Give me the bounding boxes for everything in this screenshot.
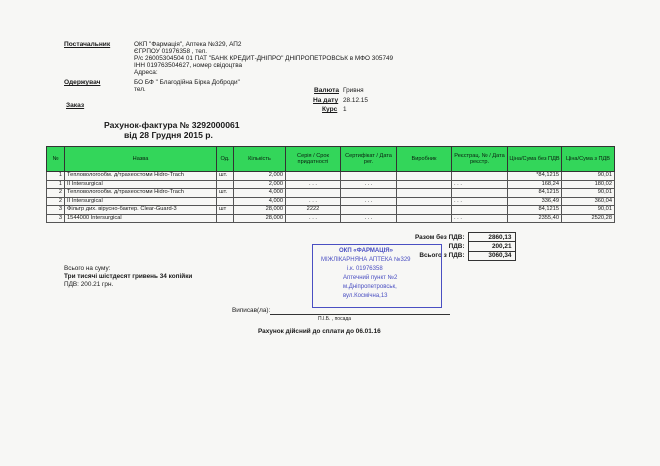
- date-value: 28.12.15: [343, 97, 368, 104]
- order-label: Заказ: [66, 102, 85, 109]
- table-row: [47, 189, 615, 198]
- table-row: [47, 197, 615, 206]
- cell-num: 3: [47, 214, 65, 223]
- totals-row: [412, 233, 515, 242]
- cell-maker: [397, 189, 452, 198]
- total-vat-value: 200,21: [468, 242, 515, 251]
- recipient-label: Одержувач: [64, 79, 101, 86]
- total-with-vat-value: 3060,34: [468, 251, 515, 260]
- col-header-series: Серія / Срок придатності: [286, 147, 341, 172]
- cell-price: 336,49: [508, 197, 562, 206]
- total-no-vat-value: 2860,13: [468, 233, 515, 242]
- summary-words: Три тисячі шістдесят гривень 34 копійки: [64, 273, 193, 280]
- cell-maker: [397, 180, 452, 189]
- cell-price: 2355,40: [508, 214, 562, 223]
- cell-num: 1: [47, 180, 65, 189]
- supplier-line: ІНН 019763504627, номер свідоцтва: [134, 62, 243, 69]
- cell-num: 1: [47, 172, 65, 181]
- cell-price-vat: 180,02: [562, 180, 615, 189]
- stamp-line: ОКП «ФАРМАЦІЯ»: [339, 248, 393, 254]
- cell-num: 2: [47, 189, 65, 198]
- cell-num: 2: [47, 197, 65, 206]
- cell-series: [286, 189, 341, 198]
- cell-unit: [217, 197, 234, 206]
- supplier-label: Постачальник: [64, 41, 111, 48]
- col-header-name: Назва: [65, 147, 217, 172]
- cell-price-vat: 90,01: [562, 172, 615, 181]
- summary-label: Всього на суму:: [64, 265, 111, 272]
- recipient-line: тел.: [134, 86, 146, 93]
- cell-cert: [341, 189, 397, 198]
- total-with-vat-label: Всього з ПДВ:: [419, 252, 465, 260]
- cell-unit: шт: [217, 206, 234, 215]
- cell-name: 1544000 Intersurgical: [65, 214, 217, 223]
- col-header-reg: Реєстрац. № / Дата реєстр.: [452, 147, 508, 172]
- supplier-line: Адреса:: [134, 69, 158, 76]
- table-header-row: [47, 147, 615, 172]
- cell-cert: [341, 172, 397, 181]
- stamp-line: МІЖЛІКАРНЯНА АПТЕКА №329: [321, 257, 411, 263]
- col-header-unit: Од.: [217, 147, 234, 172]
- cell-cert: . . .: [341, 197, 397, 206]
- recipient-line: БО БФ " Благодійна Бірка Доброди": [134, 79, 240, 86]
- signature-label: Виписав(ла):: [232, 307, 271, 314]
- cell-maker: [397, 214, 452, 223]
- cell-price-vat: 90,01: [562, 189, 615, 198]
- cell-reg: . . .: [452, 197, 508, 206]
- table-row: [47, 206, 615, 215]
- table-row: [47, 172, 615, 181]
- total-no-vat-label: Разом без ПДВ:: [415, 233, 465, 241]
- cell-series: [286, 172, 341, 181]
- table-row: [47, 214, 615, 223]
- cell-maker: [397, 197, 452, 206]
- stamp-line: Аптечний пункт №2: [343, 275, 398, 281]
- invoice-date: від 28 Грудня 2015 р.: [124, 130, 213, 140]
- col-header-num: №: [47, 147, 65, 172]
- cell-maker: [397, 206, 452, 215]
- supplier-line: ОКП "Фармація", Аптека №329, АП2: [134, 41, 242, 48]
- cell-cert: [341, 206, 397, 215]
- table-row: [47, 180, 615, 189]
- col-header-price: Ціна/Сума без ПДВ: [508, 147, 562, 172]
- total-vat-label: ПДВ:: [448, 243, 465, 251]
- cell-num: 3: [47, 206, 65, 215]
- stamp-line: вул.Космічна,13: [343, 293, 388, 299]
- cell-cert: . . .: [341, 214, 397, 223]
- cell-cert: . . .: [341, 180, 397, 189]
- pharmacy-stamp: [312, 244, 442, 308]
- cell-qty: 28,000: [234, 214, 286, 223]
- rate-value: 1: [343, 106, 347, 113]
- supplier-line: Р/с 26005304504 01 ПАТ "БАНК КРЕДИТ-ДНІПРО" ДНІПРОПЕТРОВСЬК в МФО 305749: [134, 55, 394, 62]
- stamp-line: м.Дніпропетровськ,: [343, 284, 397, 290]
- col-header-cert: Сертифікат / Дата рег.: [341, 147, 397, 172]
- cell-qty: 2,000: [234, 180, 286, 189]
- col-header-price-vat: Ціна/Сума з ПДВ: [562, 147, 615, 172]
- cell-qty: 4,000: [234, 189, 286, 198]
- cell-series: 2222: [286, 206, 341, 215]
- date-label: На дату: [313, 97, 339, 104]
- cell-price: 84,1215: [508, 206, 562, 215]
- rate-label: Курс: [322, 106, 338, 113]
- invoice-title: Рахунок-фактура № 3292000061: [104, 120, 240, 130]
- cell-reg: [452, 172, 508, 181]
- cell-qty: 4,000: [234, 197, 286, 206]
- cell-price: *84,1215: [508, 172, 562, 181]
- cell-reg: . . .: [452, 180, 508, 189]
- cell-unit: шт.: [217, 172, 234, 181]
- col-header-qty: Кількість: [234, 147, 286, 172]
- validity-note: Рахунок дійсний до сплати до 06.01.16: [258, 328, 381, 335]
- currency-label: Валюта: [314, 87, 339, 94]
- cell-qty: 28,000: [234, 206, 286, 215]
- cell-reg: . . .: [452, 214, 508, 223]
- cell-name: Тепловологообм. д/трахеостоми Hidro-Trach: [65, 172, 217, 181]
- cell-name: II Intersurgical: [65, 197, 217, 206]
- cell-qty: 2,000: [234, 172, 286, 181]
- cell-name: Фільтр дих. вірусно-бактер. Clear-Guard-3: [65, 206, 217, 215]
- supplier-line: ЄГРПОУ 01976358 , тел.: [134, 48, 208, 55]
- cell-price-vat: 360,04: [562, 197, 615, 206]
- cell-series: . . .: [286, 180, 341, 189]
- cell-unit: [217, 180, 234, 189]
- cell-maker: [397, 172, 452, 181]
- cell-unit: шт.: [217, 189, 234, 198]
- signature-line: [270, 314, 450, 315]
- cell-reg: [452, 189, 508, 198]
- cell-series: . . .: [286, 214, 341, 223]
- cell-price-vat: 2520,28: [562, 214, 615, 223]
- signature-caption: П.І.Б. , посада: [318, 316, 352, 322]
- cell-price-vat: 90,01: [562, 206, 615, 215]
- cell-reg: [452, 206, 508, 215]
- currency-value: Гривня: [343, 87, 364, 94]
- col-header-maker: Виробник: [397, 147, 452, 172]
- cell-name: II Intersurgical: [65, 180, 217, 189]
- cell-unit: [217, 214, 234, 223]
- stamp-line: і.к. 01976358: [347, 266, 383, 272]
- items-table: [46, 146, 615, 223]
- cell-price: 168,24: [508, 180, 562, 189]
- summary-vat: ПДВ: 200.21 грн.: [64, 281, 114, 288]
- cell-price: 84,1215: [508, 189, 562, 198]
- cell-series: . . .: [286, 197, 341, 206]
- cell-name: Тепловологообм. д/трахеостоми Hidro-Trach: [65, 189, 217, 198]
